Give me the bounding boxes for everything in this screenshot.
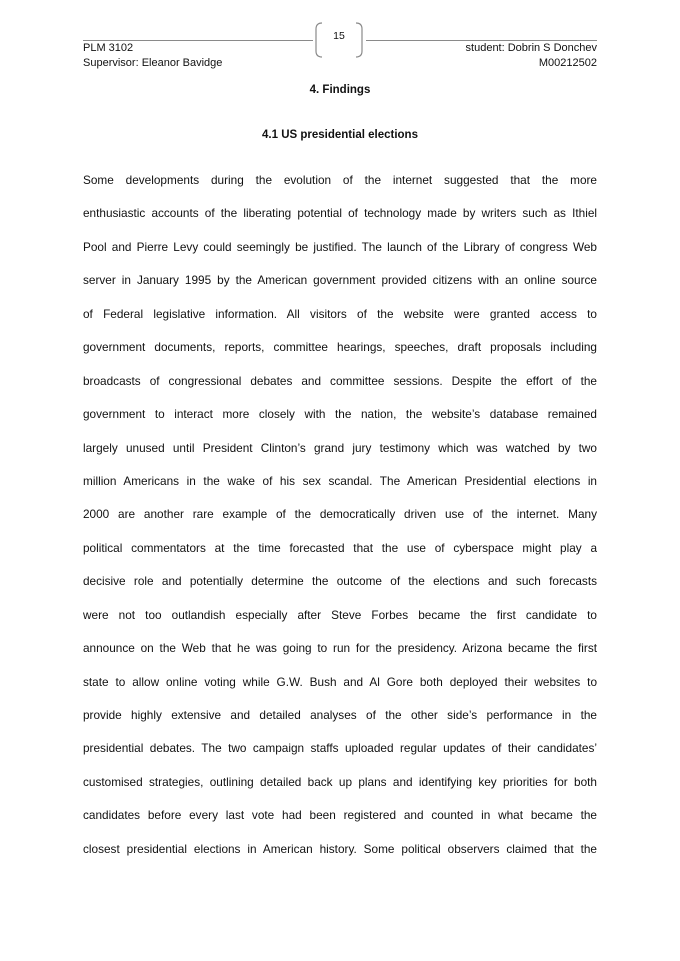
body-line: government to interact more closely with the nation, the website’s database remained <box>83 407 597 422</box>
body-line: government documents, reports, committee hearings, speeches, draft proposals including <box>83 340 597 355</box>
body-line: political commentators at the time forecasted that the use of cyberspace might play a <box>83 540 597 555</box>
body-line: 2000 are another rare example of the democratically driven use of the internet. Many <box>83 507 597 522</box>
body-line: closest presidential elections in American history. Some political observers claimed that the <box>83 841 597 856</box>
student-name: student: Dobrin S Donchev <box>465 42 597 54</box>
body-line: of Federal legislative information. All visitors of the website were granted access to <box>83 306 597 321</box>
chapter-heading: 4. Findings <box>309 84 371 96</box>
section-heading: 4.1 US presidential elections <box>262 129 418 141</box>
supervisor-name: Supervisor: Eleanor Bavidge <box>83 57 223 69</box>
page-number-bracket <box>314 22 364 58</box>
body-line: state to allow online voting while G.W. Bush and Al Gore both deployed their websites to <box>83 674 597 689</box>
body-line: server in January 1995 by the American government provided citizens with an online source <box>83 273 597 288</box>
body-line: announce on the Web that he was going to run for the presidency. Arizona became the first <box>83 641 597 656</box>
body-line: million Americans in the wake of his sex scandal. The American Presidential elections in <box>83 473 597 488</box>
student-id: M00212502 <box>538 57 597 69</box>
course-code: PLM 3102 <box>83 42 134 54</box>
page-number: 15 <box>333 30 345 42</box>
header-rule-right <box>366 40 597 41</box>
body-line: presidential debates. The two campaign staffs uploaded regular updates of their candidates’ <box>83 741 597 756</box>
body-line: largely unused until President Clinton’s grand jury testimony which was watched by two <box>83 440 597 455</box>
body-paragraph <box>83 172 597 874</box>
body-line: were not too outlandish especially after Steve Forbes became the first candidate to <box>83 607 597 622</box>
body-line: enthusiastic accounts of the liberating potential of technology made by writers such as Ithiel <box>83 206 597 221</box>
body-line: customised strategies, outlining detailed back up plans and identifying key priorities for both <box>83 774 597 789</box>
body-line: provide highly extensive and detailed analyses of the other side’s performance in the <box>83 708 597 722</box>
body-line: Some developments during the evolution of the internet suggested that the more <box>83 173 597 187</box>
body-line: candidates before every last vote had been registered and counted in what became the <box>83 808 597 823</box>
body-line: Pool and Pierre Levy could seemingly be justified. The launch of the Library of congress Web <box>83 239 597 254</box>
body-line: broadcasts of congressional debates and committee sessions. Despite the effort of the <box>83 373 597 388</box>
body-line: decisive role and potentially determine the outcome of the elections and such forecasts <box>83 574 597 589</box>
header-rule-left <box>83 40 313 41</box>
